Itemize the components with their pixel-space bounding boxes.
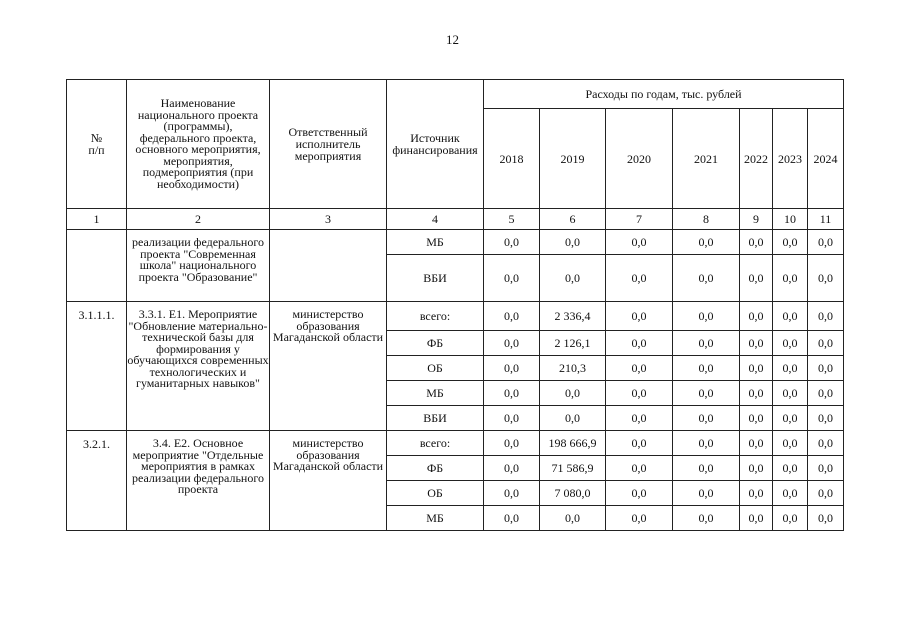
expense-value: 0,0 — [673, 431, 740, 456]
expense-value: 0,0 — [484, 431, 540, 456]
page-number: 12 — [446, 32, 459, 47]
table-row — [67, 302, 844, 331]
row-name: реализации федерального проекта "Современная школа" национального проекта "Образование" — [127, 230, 270, 302]
expense-value: 0,0 — [540, 506, 606, 531]
expense-value: 0,0 — [540, 230, 606, 255]
header-year-2020: 2020 — [606, 109, 673, 209]
expense-value: 0,0 — [773, 356, 808, 381]
expense-value: 7 080,0 — [540, 481, 606, 506]
expense-value: 0,0 — [606, 456, 673, 481]
expense-value: 0,0 — [484, 302, 540, 331]
expense-value: 0,0 — [773, 302, 808, 331]
expense-value: 0,0 — [484, 506, 540, 531]
expense-value: 0,0 — [740, 481, 773, 506]
expense-value: 0,0 — [808, 406, 844, 431]
row-number — [67, 230, 127, 302]
expense-value: 0,0 — [808, 230, 844, 255]
expense-value: 0,0 — [673, 506, 740, 531]
column-number: 6 — [540, 209, 606, 230]
funding-source: ОБ — [387, 481, 484, 506]
row-name: 3.3.1. Е1. Мероприятие "Обновление материально-технической базы для формирования у обучающихся современных технологических и гуманитарных навыков" — [127, 302, 270, 431]
column-number: 7 — [606, 209, 673, 230]
expense-value: 0,0 — [540, 381, 606, 406]
expense-value: 0,0 — [673, 381, 740, 406]
expense-value: 0,0 — [673, 356, 740, 381]
expense-value: 0,0 — [484, 481, 540, 506]
expense-value: 0,0 — [773, 431, 808, 456]
expense-value: 0,0 — [773, 506, 808, 531]
column-number: 3 — [270, 209, 387, 230]
expense-value: 0,0 — [606, 406, 673, 431]
expense-value: 0,0 — [606, 356, 673, 381]
expense-value: 0,0 — [808, 381, 844, 406]
table-row — [67, 230, 844, 255]
row-name: 3.4. Е2. Основное мероприятие "Отдельные мероприятия в рамках реализации федерального проекта — [127, 431, 270, 531]
column-number: 10 — [773, 209, 808, 230]
expense-value: 0,0 — [740, 506, 773, 531]
column-number: 4 — [387, 209, 484, 230]
header-year-2018: 2018 — [484, 109, 540, 209]
expense-value: 0,0 — [740, 230, 773, 255]
column-number: 8 — [673, 209, 740, 230]
expense-value: 0,0 — [606, 431, 673, 456]
column-number: 9 — [740, 209, 773, 230]
expense-value: 0,0 — [740, 255, 773, 302]
expense-value: 0,0 — [773, 230, 808, 255]
column-number: 5 — [484, 209, 540, 230]
header-year-2021: 2021 — [673, 109, 740, 209]
expense-value: 0,0 — [484, 331, 540, 356]
expense-value: 0,0 — [773, 406, 808, 431]
expense-value: 0,0 — [808, 456, 844, 481]
header-name: Наименование национального проекта (программы), федерального проекта, основного мероприятия, мероприятия, подмероприятия (при необходимости) — [127, 80, 270, 209]
expense-value: 0,0 — [808, 331, 844, 356]
expense-value: 0,0 — [606, 481, 673, 506]
column-number: 1 — [67, 209, 127, 230]
expense-value: 0,0 — [808, 302, 844, 331]
expense-value: 0,0 — [606, 302, 673, 331]
column-number: 11 — [808, 209, 844, 230]
expense-value: 0,0 — [540, 255, 606, 302]
header-year-2022: 2022 — [740, 109, 773, 209]
expense-value: 0,0 — [808, 431, 844, 456]
expense-value: 0,0 — [773, 456, 808, 481]
funding-source: всего: — [387, 431, 484, 456]
funding-source: ФБ — [387, 331, 484, 356]
expense-value: 0,0 — [484, 406, 540, 431]
expense-value: 0,0 — [808, 356, 844, 381]
row-executor: министерство образования Магаданской области — [270, 431, 387, 531]
expense-value: 0,0 — [484, 456, 540, 481]
expense-value: 0,0 — [673, 230, 740, 255]
funding-source: МБ — [387, 381, 484, 406]
expenses-table — [66, 79, 844, 531]
expense-value: 0,0 — [773, 255, 808, 302]
expense-value: 0,0 — [484, 230, 540, 255]
expense-value: 0,0 — [606, 255, 673, 302]
header-executor: Ответственный исполнитель мероприятия — [270, 80, 387, 209]
header-year-2019: 2019 — [540, 109, 606, 209]
expense-value: 0,0 — [540, 406, 606, 431]
table-row — [67, 431, 844, 456]
expense-value: 0,0 — [606, 331, 673, 356]
row-number: 3.2.1. — [67, 431, 127, 531]
expense-value: 0,0 — [808, 506, 844, 531]
expense-value: 0,0 — [773, 481, 808, 506]
expense-value: 0,0 — [740, 381, 773, 406]
expense-value: 0,0 — [740, 331, 773, 356]
expense-value: 0,0 — [808, 255, 844, 302]
expense-value: 0,0 — [673, 331, 740, 356]
expense-value: 0,0 — [606, 506, 673, 531]
expense-value: 0,0 — [484, 255, 540, 302]
funding-source: ОБ — [387, 356, 484, 381]
header-year-2023: 2023 — [773, 109, 808, 209]
row-number: 3.1.1.1. — [67, 302, 127, 431]
expense-value: 2 336,4 — [540, 302, 606, 331]
header-expenses: Расходы по годам, тыс. рублей — [484, 80, 844, 109]
expense-value: 71 586,9 — [540, 456, 606, 481]
expense-value: 0,0 — [740, 431, 773, 456]
funding-source: МБ — [387, 230, 484, 255]
expense-value: 0,0 — [740, 302, 773, 331]
funding-source: МБ — [387, 506, 484, 531]
expense-value: 0,0 — [740, 356, 773, 381]
expense-value: 0,0 — [740, 406, 773, 431]
column-number: 2 — [127, 209, 270, 230]
header-number: № п/п — [67, 80, 127, 209]
funding-source: ВБИ — [387, 406, 484, 431]
expense-value: 0,0 — [673, 456, 740, 481]
expense-value: 0,0 — [808, 481, 844, 506]
row-executor — [270, 230, 387, 302]
expense-value: 0,0 — [606, 381, 673, 406]
expense-value: 0,0 — [484, 381, 540, 406]
row-executor: министерство образования Магаданской области — [270, 302, 387, 431]
header-year-2024: 2024 — [808, 109, 844, 209]
expense-value: 0,0 — [606, 230, 673, 255]
expense-value: 0,0 — [740, 456, 773, 481]
header-source: Источник финансирования — [387, 80, 484, 209]
expense-value: 0,0 — [484, 356, 540, 381]
funding-source: ВБИ — [387, 255, 484, 302]
expense-value: 0,0 — [773, 331, 808, 356]
expense-value: 0,0 — [673, 255, 740, 302]
expense-value: 2 126,1 — [540, 331, 606, 356]
funding-source: всего: — [387, 302, 484, 331]
expense-value: 0,0 — [673, 302, 740, 331]
expense-value: 0,0 — [673, 406, 740, 431]
funding-source: ФБ — [387, 456, 484, 481]
expense-value: 198 666,9 — [540, 431, 606, 456]
expense-value: 210,3 — [540, 356, 606, 381]
expense-value: 0,0 — [773, 381, 808, 406]
expense-value: 0,0 — [673, 481, 740, 506]
